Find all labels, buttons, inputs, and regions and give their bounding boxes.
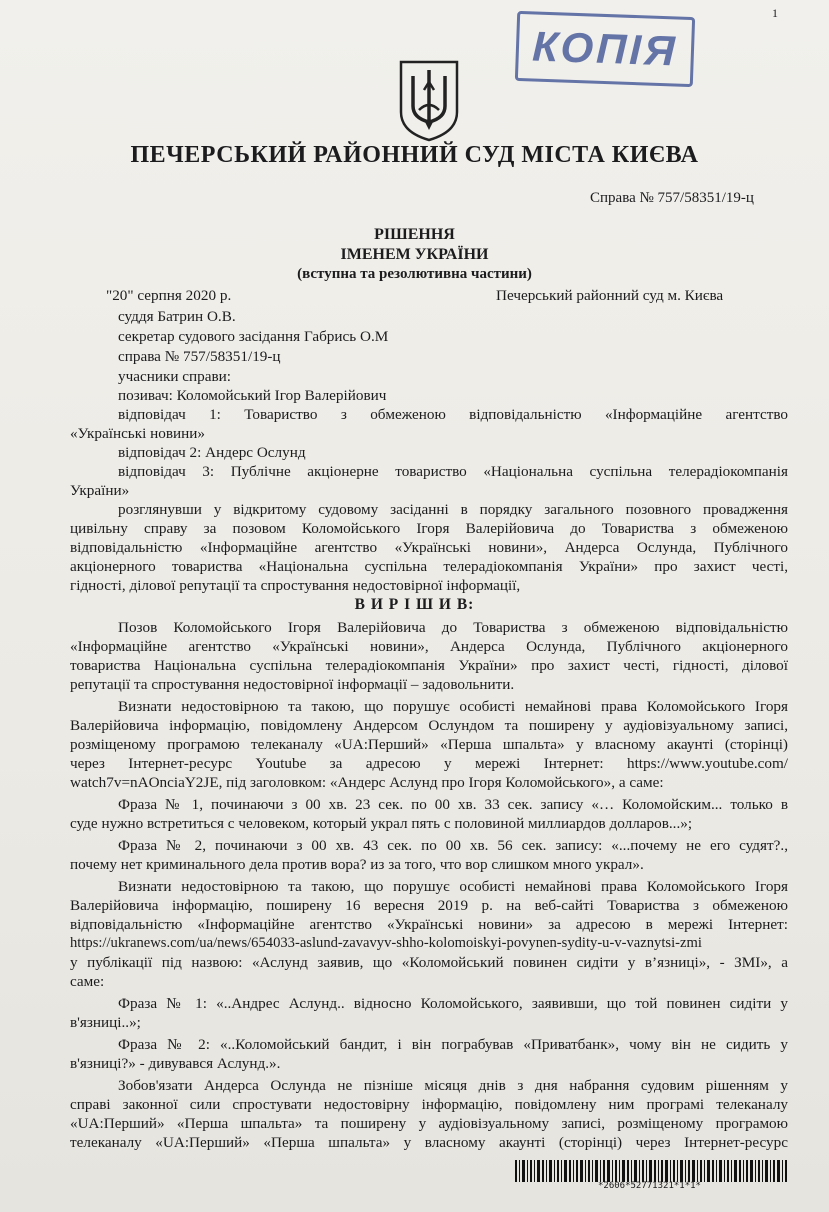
decision-title: РІШЕННЯ <box>374 226 455 243</box>
intro-line: «Українські новини» <box>70 425 206 442</box>
decision-subtitle: ІМЕНЕМ УКРАЇНИ <box>340 246 489 263</box>
body-line: товариства Національна суспільна телерадіокомпанія України» про захист честі, гідності, ділової <box>70 657 788 674</box>
intro-line: позивач: Коломойський Ігор Валерійович <box>118 387 387 404</box>
intro-line: відповідач 2: Андерс Ослунд <box>118 444 306 461</box>
body-line: Визнати недостовірною та такою, що порушує особисті немайнові права Коломойського Ігоря <box>118 878 788 895</box>
intro-line: справа № 757/58351/19-ц <box>118 348 281 365</box>
body-line: Валерійовича інформацію, поширену 16 вересня 2019 р. на веб-сайті Товариства з обмеженою <box>70 897 788 914</box>
body-line: «Інформаційне агентство «Українські новини», Андерса Ослунда, Публічного акціонерного <box>70 638 788 655</box>
body-line: Валерійовича інформацію, повідомлену Андерсом Ослундом та поширену у аудіовізуальному записі, <box>70 717 788 734</box>
barcode-number: *2606*52771321*1*1* <box>598 1181 701 1191</box>
body-line: в'язниці..»; <box>70 1014 141 1031</box>
body-line: репутації та спростування недостовірної інформації – задовольнити. <box>70 676 515 693</box>
intro-line: відповідальністю «Інформаційне агентство «Українські новини», Андерса Ослунда, Публічного <box>70 539 788 556</box>
body-line: в'язниці?» - дивувався Аслунд.». <box>70 1055 281 1072</box>
body-line: у публікації під назвою: «Аслунд заявив, що «Коломойський повинен сидіти у в’язниці», - ЗМІ», а <box>70 954 788 971</box>
body-line: Зобов'язати Андерса Ослунда не пізніше місяця днів з дня набрання судовим рішенням у <box>118 1077 788 1094</box>
court-name: ПЕЧЕРСЬКИЙ РАЙОННИЙ СУД МІСТА КИЄВА <box>130 142 699 168</box>
barcode-icon <box>515 1160 789 1182</box>
body-line: телеканалу «UA:Перший» «Перша шпальта» у власному акаунті (сторінці) через Інтернет-ресурс <box>70 1134 788 1151</box>
intro-line: цивільну справу за позовом Коломойського Ігоря Валерійовича до Товариства з обмеженою <box>70 520 788 537</box>
body-line: справі законної сили спростувати недостовірну інформацію, повідомлену ним програмі телеканалу <box>70 1096 788 1113</box>
body-line: саме: <box>70 973 105 990</box>
resolved-heading: В И Р І Ш И В: <box>354 596 475 613</box>
intro-line: розглянувши у відкритому судовому засіданні в порядку загального позовного провадження <box>118 501 788 518</box>
body-line: почему нет криминального дела против вора? из за того, что вор слишком много украл». <box>70 856 644 873</box>
body-line: Визнати недостовірною та такою, що порушує особисті немайнові права Коломойського Ігоря <box>118 698 788 715</box>
body-line: Фраза № 1, починаючи з 00 хв. 23 сек. по 00 хв. 33 сек. запису «… Коломойским... только в <box>118 796 788 813</box>
body-line: watch7v=nAOnciaY2JE, під заголовком: «Андерс Аслунд про Ігоря Коломойського», а саме: <box>70 774 664 791</box>
intro-line: відповідач 1: Товариство з обмеженою відповідальністю «Інформаційне агентство <box>118 406 788 423</box>
body-line: https://ukranews.com/ua/news/654033-aslund-zavavyv-shho-kolomoiskyi-povynen-sydity-u-v-vaznytsi-zmi <box>70 935 702 951</box>
intro-line: гідності, ділової репутації та спростування недостовірної інформації, <box>70 577 521 594</box>
intro-line: акціонерного товариства «Національна суспільна телерадіокомпанія України» про захист честі, <box>70 558 788 575</box>
decision-parts: (вступна та резолютивна частини) <box>297 266 532 282</box>
intro-line: відповідач 3: Публічне акціонерне товариство «Національна суспільна телерадіокомпанія <box>118 463 788 480</box>
coat-of-arms-icon <box>397 60 461 142</box>
body-line: Фраза № 1: «..Андрес Аслунд.. відносно Коломойського, заявивши, що той повинен сидіти у <box>118 995 788 1012</box>
intro-line: України» <box>70 482 130 499</box>
court-place: Печерський районний суд м. Києва <box>496 287 724 304</box>
body-line: Фраза № 2: «..Коломойський бандит, і він пограбував «Приватбанк», чому він не сидить у <box>118 1036 788 1053</box>
body-line: суде нужно встретиться с человеком, который украл пять с половиной миллиардов долларов...»; <box>70 815 693 832</box>
intro-line: суддя Батрин О.В. <box>118 308 236 325</box>
decision-date: "20" серпня 2020 р. <box>106 287 232 304</box>
body-line: розміщеному програмою телеканалу «UA:Перший» «Перша шпальта» у власному акаунті (сторінці) <box>70 736 788 753</box>
body-line: через Інтернет-ресурс Youtube за адресою у мережі Інтернет: https://www.youtube.com/ <box>70 755 788 772</box>
intro-line: секретар судового засідання Габрись О.М <box>118 328 389 345</box>
copy-stamp: КОПІЯ <box>515 11 695 87</box>
body-line: Фраза № 2, починаючи з 00 хв. 43 сек. по 00 хв. 56 сек. запису: «...почему не его судят?., <box>118 837 788 854</box>
body-line: «UA:Перший» «Перша шпальта» та поширену у аудіовізуальному записі, розміщеному програмою <box>70 1115 788 1132</box>
body-line: відповідальністю «Інформаційне агентство «Українські новини» за адресою в мережі Інтернет: <box>70 916 788 933</box>
case-reference: Справа № 757/58351/19-ц <box>590 190 754 206</box>
page-number: 1 <box>772 6 778 20</box>
body-line: Позов Коломойського Ігоря Валерійовича до Товариства з обмеженою відповідальністю <box>118 619 788 636</box>
intro-line: учасники справи: <box>118 368 231 385</box>
